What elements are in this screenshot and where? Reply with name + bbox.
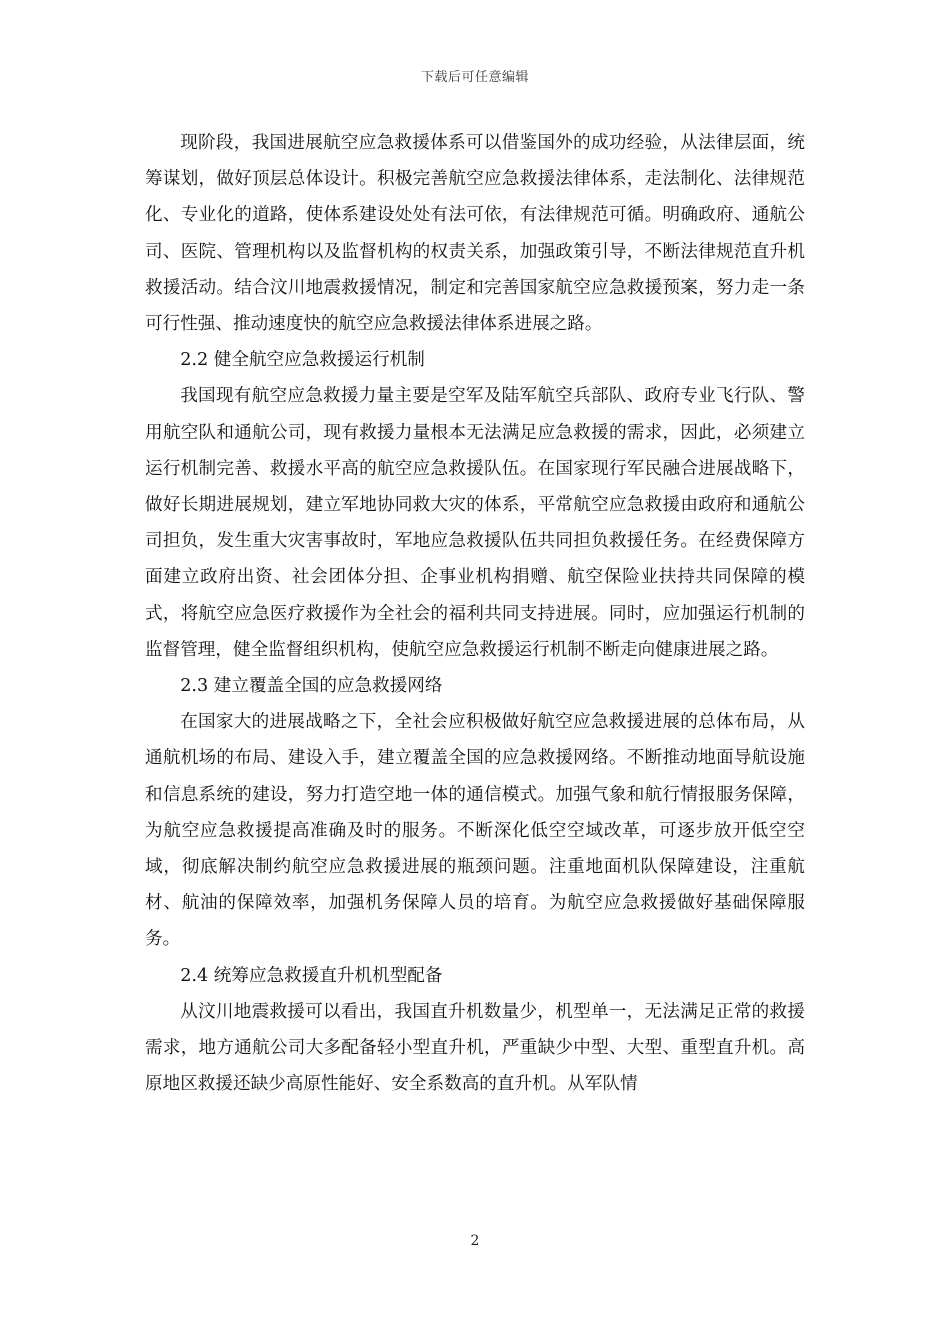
paragraph-operation-mechanism: 我国现有航空应急救援力量主要是空军及陆军航空兵部队、政府专业飞行队、警用航空队和通航公司，现有救援力量根本无法满足应急救援的需求，因此，必须建立运行机制完善、救援水平高的航空应急救援队伍。在国家现行军民融合进展战略下，做好长期进展规划，建立军地协同救大灾的体系，平常航空应急救援由政府和通航公司担负，发生重大灾害事故时，军地应急救援队伍共同担负救援任务。在经费保障方面建立政府出资、社会团体分担、企事业机构捐赠、航空保险业扶持共同保障的模式，将航空应急医疗救援作为全社会的福利共同支持进展。同时，应加强运行机制的监督管理，健全监督组织机构，使航空应急救援运行机制不断走向健康进展之路。	[145, 386, 805, 660]
page-header: 下载后可任意编辑	[420, 70, 529, 85]
paragraph-helicopter-models: 从汶川地震救援可以看出，我国直升机数量少，机型单一，无法满足正常的救援需求，地方通航公司大多配备轻小型直升机，严重缺少中型、大型、重型直升机。高原地区救援还缺少高原性能好、安全系数高的直升机。从军队情	[145, 1001, 805, 1095]
section-heading-2-3: 2.3 建立覆盖全国的应急救援网络	[180, 676, 443, 697]
section-heading-2-4: 2.4 统筹应急救援直升机机型配备	[180, 965, 443, 986]
paragraph-rescue-network: 在国家大的进展战略之下，全社会应积极做好航空应急救援进展的总体布局，从通航机场的布局、建设入手，建立覆盖全国的应急救援网络。不断推动地面导航设施和信息系统的建设，努力打造空地一体的通信模式。加强气象和航行情报服务保障，为航空应急救援提高准确及时的服务。不断深化低空空域改革，可逐步放开低空空域，彻底解决制约航空应急救援进展的瓶颈问题。注重地面机队保障建设，注重航材、航油的保障效率，加强机务保障人员的培育。为航空应急救援做好基础保障服务。	[145, 712, 805, 950]
page-number: 2	[470, 1233, 480, 1249]
document-body	[145, 125, 805, 1102]
paragraph-legal-system: 现阶段，我国进展航空应急救援体系可以借鉴国外的成功经验，从法律层面，统筹谋划，做好顶层总体设计。积极完善航空应急救援法律体系，走法制化、法律规范化、专业化的道路，使体系建设处处有法可依，有法律规范可循。明确政府、通航公司、医院、管理机构以及监督机构的权责关系，加强政策引导，不断法律规范直升机救援活动。结合汶川地震救援情况，制定和完善国家航空应急救援预案，努力走一条可行性强、推动速度快的航空应急救援法律体系进展之路。	[145, 133, 805, 335]
section-heading-2-2: 2.2 健全航空应急救援运行机制	[180, 350, 425, 371]
